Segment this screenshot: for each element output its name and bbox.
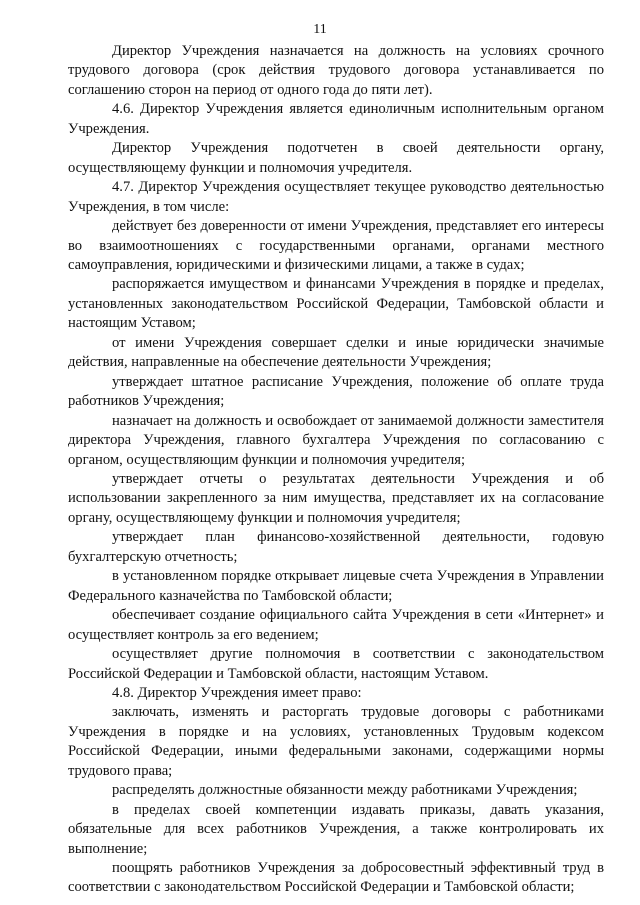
paragraph-director-appointment: Директор Учреждения назначается на должность на условиях срочного трудового договора (срок действия трудового договора устанавливается по соглашению сторон на период от одного года до пяти лет). [68,43,604,98]
list-item: распоряжается имуществом и финансами Учреждения в порядке и пределах, установленных законодательством Российской Федерации, Тамбовской области и настоящим Уставом; [68,276,604,332]
list-item: назначает на должность и освобождает от занимаемой должности заместителя директора Учреждения, главного бухгалтера Учреждения по согласованию с органом, осуществляющим функции и полномочия учредителя; [68,412,604,468]
list-item: заключать, изменять и расторгать трудовые договоры с работниками Учреждения в порядке и на условиях, установленных Трудовым кодексом Российской Федерации, иными федеральными законами, содержащими нормы трудового права; [68,704,604,779]
list-item: действует без доверенности от имени Учреждения, представляет его интересы во взаимоотношениях с государственными органами, органами местного самоуправления, юридическими и физическими лицами, а также в судах; [68,218,604,273]
paragraph-4-8: 4.8. Директор Учреждения имеет право: [112,684,362,701]
list-item: от имени Учреждения совершает сделки и иные юридически значимые действия, направленные на обеспечение деятельности Учреждения; [68,334,604,371]
document-body [68,42,604,898]
list-item: осуществляет другие полномочия в соответствии с законодательством Российской Федерации и Тамбовской области, настоящим Уставом. [68,646,604,682]
paragraph-director-accountability: Директор Учреждения подотчетен в своей деятельности органу, осуществляющему функции и полномочия учредителя. [68,140,604,176]
list-item: поощрять работников Учреждения за добросовестный эффективный труд в соответствии с законодательством Российской Федерации и Тамбовской области; [68,860,604,896]
list-item: утверждает отчеты о результатах деятельности Учреждения и об использовании закрепленного за ним имущества, представляет их на согласование органу, осуществляющему функции и полномочия учредителя; [68,470,604,526]
paragraph-4-7: 4.7. Директор Учреждения осуществляет текущее руководство деятельностью Учреждения, в том числе: [68,179,604,215]
paragraph-4-6: 4.6. Директор Учреждения является единоличным исполнительным органом Учреждения. [68,101,604,137]
list-item: в пределах своей компетенции издавать приказы, давать указания, обязательные для всех работников Учреждения, а также контролировать их выполнение; [68,801,604,857]
list-item: утверждает план финансово-хозяйственной деятельности, годовую бухгалтерскую отчетность; [68,529,604,565]
list-item: обеспечивает создание официального сайта Учреждения в сети «Интернет» и осуществляет контроль за его ведением; [68,607,604,643]
page-number: 11 [313,22,327,37]
list-item: распределять должностные обязанности между работниками Учреждения; [112,782,578,799]
list-item: утверждает штатное расписание Учреждения, положение об оплате труда работников Учреждения; [68,373,604,410]
list-item: в установленном порядке открывает лицевые счета Учреждения в Управлении Федерального казначейства по Тамбовской области; [68,568,604,604]
